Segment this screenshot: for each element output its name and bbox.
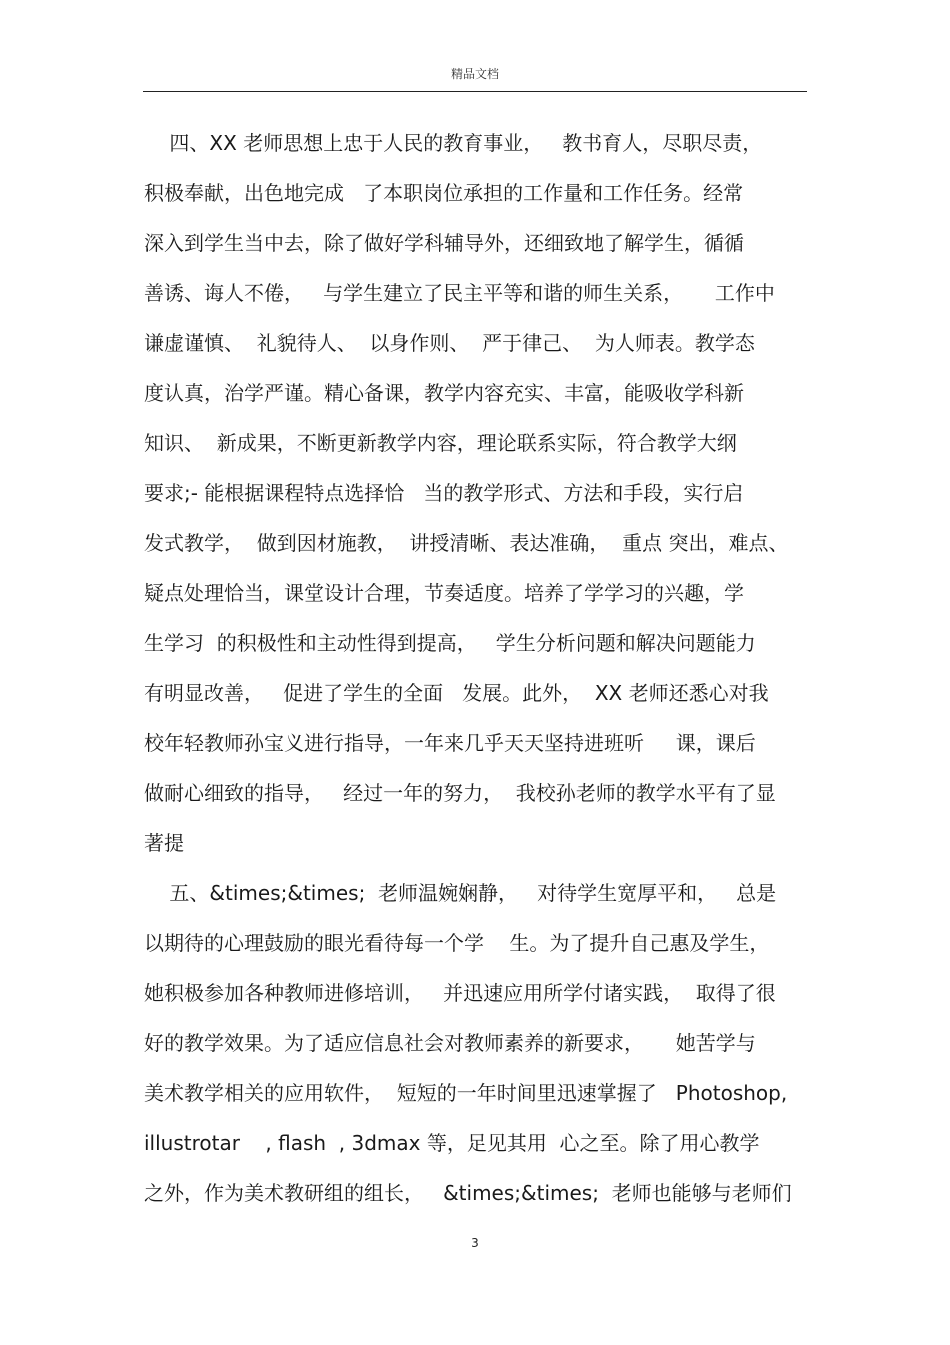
page-number: 3 bbox=[471, 1236, 479, 1250]
text-line: 生学习 的积极性和主动性得到提高， 学生分析问题和解决问题能力 bbox=[144, 631, 756, 655]
text-line: 四、XX 老师思想上忠于人民的教育事业， 教书育人，尽职尽责， bbox=[144, 131, 763, 155]
text-line: 度认真，治学严谨。精心备课，教学内容充实、丰富，能吸收学科新 bbox=[144, 381, 744, 405]
text-line: 校年轻教师孙宝义进行指导，一年来几乎天天坚持进班听 课，课后 bbox=[144, 731, 756, 755]
text-line: 要求;- 能根据课程特点选择恰 当的教学形式、方法和手段，实行启 bbox=[144, 481, 744, 505]
text-line: illustrotar , flash , 3dmax 等，足见其用 心之至。除了用心教学 bbox=[144, 1131, 760, 1155]
text-line: 美术教学相关的应用软件， 短短的一年时间里迅速掌握了 Photoshop, bbox=[144, 1081, 788, 1105]
text-line: 有明显改善， 促进了学生的全面 发展。此外， XX 老师还悉心对我 bbox=[144, 681, 769, 705]
paragraph-4 bbox=[144, 118, 814, 868]
text-line: 深入到学生当中去，除了做好学科辅导外，还细致地了解学生，循循 bbox=[144, 231, 744, 255]
text-line: 谦虚谨慎、 礼貌待人、 以身作则、 严于律己、 为人师表。教学态 bbox=[144, 331, 755, 355]
text-line: 积极奉献，出色地完成 了本职岗位承担的工作量和工作任务。经常 bbox=[144, 181, 744, 205]
text-line: 著提 bbox=[144, 831, 184, 855]
text-line: 好的教学效果。为了适应信息社会对教师素养的新要求， 她苦学与 bbox=[144, 1031, 756, 1055]
text-line: 疑点处理恰当，课堂设计合理，节奏适度。培养了学学习的兴趣，学 bbox=[144, 581, 744, 605]
text-line: 发式教学， 做到因材施教， 讲授清晰、表达准确， 重点 突出，难点、 bbox=[144, 531, 789, 555]
text-line: 以期待的心理鼓励的眼光看待每一个学 生。为了提升自己惠及学生， bbox=[144, 931, 770, 955]
paragraph-5 bbox=[144, 868, 814, 1218]
page-header: 精品文档 bbox=[450, 67, 499, 81]
text-line: 之外，作为美术教研组的组长， &times;&times; 老师也能够与老师们 bbox=[144, 1181, 792, 1205]
header-divider bbox=[143, 91, 807, 92]
text-line: 知识、 新成果，不断更新教学内容，理论联系实际，符合教学大纲 bbox=[144, 431, 737, 455]
text-line: 做耐心细致的指导， 经过一年的努力， 我校孙老师的教学水平有了显 bbox=[144, 781, 776, 805]
document-body bbox=[144, 118, 814, 1218]
text-line: 五、&times;&times; 老师温婉娴静， 对待学生宽厚平和， 总是 bbox=[144, 881, 777, 905]
text-line: 她积极参加各种教师进修培训， 并迅速应用所学付诸实践， 取得了很 bbox=[144, 981, 776, 1005]
text-line: 善诱、诲人不倦， 与学生建立了民主平等和谐的师生关系， 工作中 bbox=[144, 281, 775, 305]
